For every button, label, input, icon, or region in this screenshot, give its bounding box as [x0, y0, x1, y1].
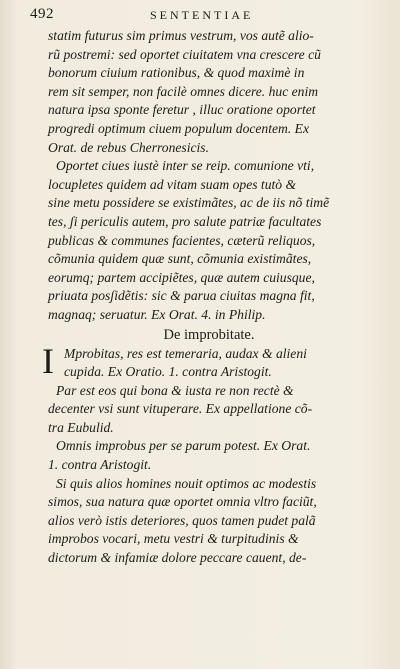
text-line: dictorum & infamiæ dolore peccare cauent, de- [48, 550, 307, 566]
text-line: rem sit semper, non facilè omnes dicere. huc enim [48, 83, 319, 99]
text-line: 1. contra Aristogit. [48, 457, 152, 473]
running-head: SENTENTIAE [150, 8, 254, 22]
text-line: sine metu possidere se existimãtes, ac de iis nõ timẽ [48, 195, 330, 211]
drop-cap: I [42, 340, 54, 381]
text-line: magnaq; seruatur. Ex Orat. 4. in Philip. [48, 306, 266, 322]
text-line: improbos vocari, metu vestri & turpitudinis & [48, 531, 299, 547]
text-line: natura ipsa sponte feretur , illuc oratione oportet [48, 102, 316, 118]
text-line: publicas & communes facientes, cæterũ reliquos, [48, 232, 316, 248]
section-heading: De improbitate. [163, 326, 255, 343]
paragraph-aristogiton [48, 437, 370, 474]
paragraph-chersonese [48, 27, 370, 157]
text-line: Si quis alios homines nouit optimos ac modestis [56, 475, 317, 491]
text-line: cõmunia quidem quæ sunt, cõmunia existimãtes, [48, 251, 312, 267]
text-line: tes, ʃi periculis autem, pro salute patriæ facultates [48, 213, 322, 229]
text-line: bonorum ciuium rationibus, & quod maximè in [48, 65, 305, 81]
body-text [42, 27, 370, 568]
text-line: alios verò istis deteriores, quos tamen pudet palã [48, 512, 316, 528]
page-number: 492 [30, 6, 54, 22]
paragraph-philippic [48, 157, 370, 324]
text-line: simos, sua natura quæ oportet omnia vltro faciũt, [48, 494, 317, 510]
text-line: statim futurus sim primus vestrum, vos autẽ alio- [48, 28, 314, 43]
paragraph-eubulides [48, 382, 370, 438]
text-line: progredi optimum ciuem populum docentem. Ex [48, 120, 309, 136]
text-line: Omnis improbus per se parum potest. Ex Orat. [56, 438, 311, 454]
text-line: eorumq; partem accipiẽtes, quæ autem cuiusque, [48, 269, 315, 285]
text-line: decenter vsi sunt vituperare. Ex appellatione cõ- [48, 401, 313, 417]
text-line: Par est eos qui bona & iusta re non rectè & [56, 382, 294, 398]
text-line: cupida. Ex Oratio. 1. contra Aristogit. [64, 364, 272, 380]
paragraph-si-quis [48, 475, 370, 568]
text-line: priuata posʃidẽtis: sic & parua ciuitas magna fit, [48, 288, 315, 304]
text-line: Orat. de rebus Cherronesicis. [48, 139, 209, 155]
text-line: rũ postremi: sed oportet ciuitatem vna crescere cũ [48, 46, 321, 62]
text-line: Mprobitas, res est temeraria, audax & alieni [64, 345, 307, 361]
text-line: Oportet ciues iustè inter se reip. comunione vti, [56, 158, 315, 174]
page-header [30, 6, 370, 24]
text-line: tra Eubulid. [48, 419, 114, 435]
text-line: locupletes quidem ad vitam suam opes tutò & [48, 176, 297, 192]
paragraph-improbitas [42, 340, 370, 382]
